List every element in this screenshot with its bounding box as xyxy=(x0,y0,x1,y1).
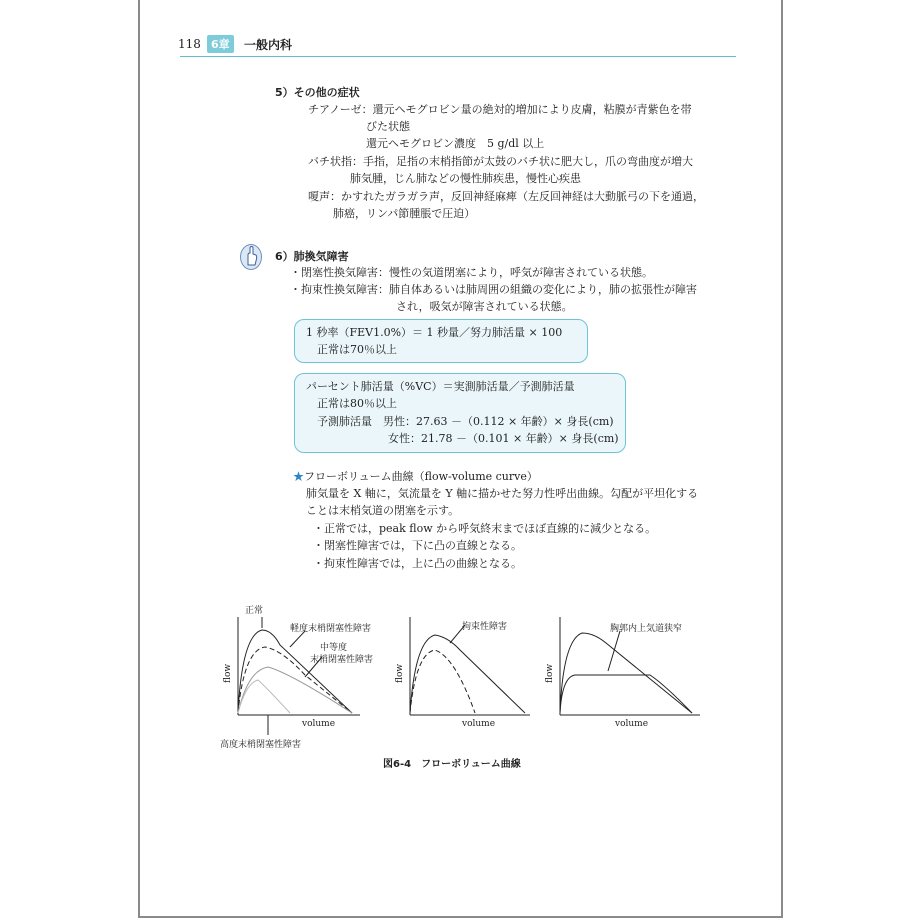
label-upper-airway: 胸郭内上気道狭窄 xyxy=(610,624,683,634)
curve-normal-ref xyxy=(560,633,692,713)
chapter-title: 一般内科 xyxy=(244,38,293,52)
section-6-title: 6）肺換気障害 xyxy=(275,250,349,263)
flow-volume-line: 肺気量を X 軸に，気流量を Y 軸に描かせた努力性呼出曲線。勾配が平坦化する xyxy=(306,487,699,500)
chapter-badge: 6章 xyxy=(207,35,234,53)
section-5-title: 5）その他の症状 xyxy=(275,86,360,99)
section-5-line: 肺気腫，じん肺などの慢性肺疾患，慢性心疾患 xyxy=(350,172,581,185)
label-normal: 正常 xyxy=(245,606,264,616)
figure-caption: 図6-4 フローボリューム曲線 xyxy=(383,759,521,770)
section-6-line: され，吸気が障害されている状態。 xyxy=(396,300,573,313)
label-restrictive: 拘束性障害 xyxy=(462,622,508,632)
star-icon: ★ xyxy=(293,470,304,483)
section-5-line: 肺癌，リンパ節腫脹で圧迫） xyxy=(333,207,476,220)
y-axis-label: flow xyxy=(223,663,233,683)
header-rule xyxy=(180,56,736,57)
y-axis-label: flow xyxy=(545,663,555,683)
pointing-hand-icon xyxy=(240,244,262,270)
section-6-line: ・閉塞性換気障害：慢性の気道閉塞により，呼気が障害されている状態。 xyxy=(290,266,653,279)
fev1-formula: 1 秒率（FEV1.0%）＝ 1 秒量／努力肺活量 × 100 xyxy=(306,326,563,339)
curve-upper-airway xyxy=(560,675,692,713)
book-page xyxy=(138,0,783,918)
y-axis-label: flow xyxy=(395,663,405,683)
curve-normal-ref xyxy=(410,635,525,713)
x-axis-label: volume xyxy=(462,719,496,729)
vc-formula: パーセント肺活量（%VC）＝実測肺活量／予測肺活量 xyxy=(306,380,575,393)
x-axis-label: volume xyxy=(302,719,336,729)
section-5-line: びた状態 xyxy=(366,120,410,133)
section-5-line: チアノーゼ：還元ヘモグロビン量の絶対的増加により皮膚，粘膜が青紫色を帯 xyxy=(308,103,692,116)
flow-volume-line: ・正常では，peak flow から呼気終末までほぼ直線的に減少となる。 xyxy=(313,522,657,535)
label-mild: 軽度末梢閉塞性障害 xyxy=(290,624,372,634)
curve-severe xyxy=(238,680,290,713)
flow-volume-line: ・拘束性障害では，上に凸の曲線となる。 xyxy=(313,557,522,570)
label-moderate-1: 中等度 xyxy=(320,643,348,653)
flow-volume-line: ・閉塞性障害では，下に凸の直線となる。 xyxy=(313,539,522,552)
curve-moderate xyxy=(238,667,352,713)
curve-restrictive xyxy=(410,650,475,713)
section-5-line: バチ状指：手指，足指の末梢指節が太鼓のバチ状に肥大し，爪の弯曲度が増大 xyxy=(308,155,693,168)
label-moderate-2: 末梢閉塞性障害 xyxy=(310,655,374,665)
flow-volume-line: ことは末梢気道の閉塞を示す。 xyxy=(306,504,460,517)
leader-upper-airway xyxy=(608,631,620,671)
vc-predicted-female: 女性：21.78 －（0.101 × 年齢）× 身長(cm) xyxy=(388,432,619,445)
vc-predicted-male: 予測肺活量 男性：27.63 －（0.112 × 年齢）× 身長(cm) xyxy=(317,415,614,428)
label-severe: 高度末梢閉塞性障害 xyxy=(220,740,302,750)
panel-obstructive xyxy=(238,617,360,735)
page-number: 118 xyxy=(178,37,201,51)
section-5-line: 還元ヘモグロビン濃度 5 g/dl 以上 xyxy=(366,137,545,150)
x-axis-label: volume xyxy=(615,719,649,729)
fev1-normal: 正常は70％以上 xyxy=(317,343,397,356)
vc-normal: 正常は80％以上 xyxy=(317,397,397,410)
flow-volume-figure xyxy=(210,595,730,775)
flow-volume-heading: ★フローボリューム曲線（flow-volume curve） xyxy=(293,470,538,483)
section-6-line: ・拘束性換気障害：肺自体あるいは肺周囲の組織の変化により，肺の拡張性が障害 xyxy=(290,283,697,296)
section-5-line: 嗄声：かすれたガラガラ声，反回神経麻痺（左反回神経は大動脈弓の下を通過， xyxy=(308,190,704,203)
